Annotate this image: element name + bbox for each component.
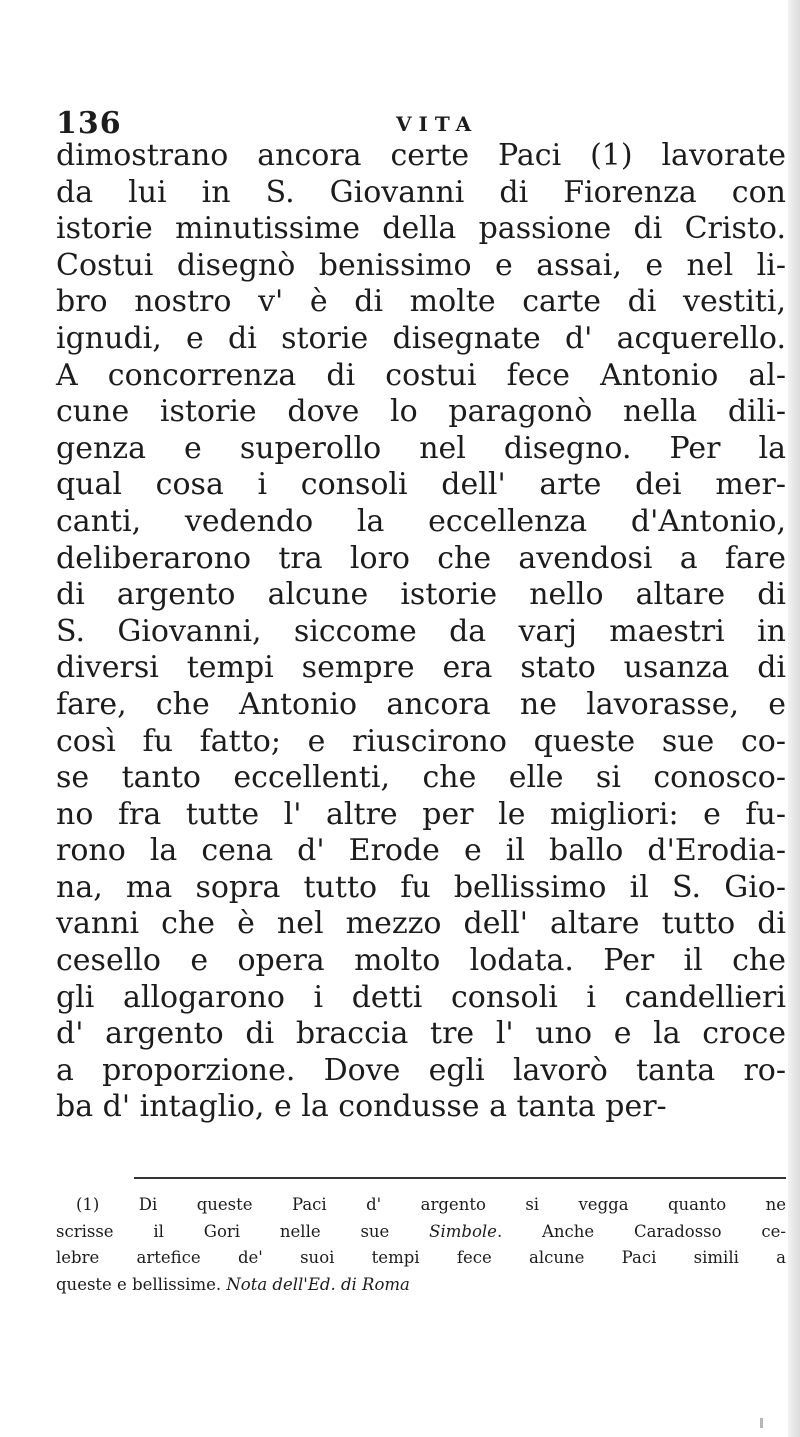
body-line: deliberarono tra loro che avendosi a fare bbox=[56, 540, 786, 576]
body-line: cesello e opera molto lodata. Per il che bbox=[56, 943, 786, 979]
body-line: da lui in S. Giovanni di Fiorenza con bbox=[56, 174, 786, 210]
body-line: di argento alcune istorie nello altare di bbox=[56, 577, 786, 613]
footnote-attribution-italic: Nota dell'Ed. di Roma bbox=[226, 1274, 410, 1294]
body-line: se tanto eccellenti, che elle si conosco- bbox=[56, 760, 786, 796]
body-line: cune istorie dove lo paragonò nella dili- bbox=[56, 394, 786, 430]
page-number: 136 bbox=[56, 106, 122, 141]
body-line: a proporzione. Dove egli lavorò tanta ro- bbox=[56, 1052, 786, 1088]
paper-speck bbox=[760, 1418, 763, 1428]
body-line: no fra tutte l' altre per le migliori: e fu- bbox=[56, 796, 786, 832]
body-line: fare, che Antonio ancora ne lavorasse, e bbox=[56, 686, 786, 722]
body-line: diversi tempi sempre era stato usanza di bbox=[56, 650, 786, 686]
footnote-line-3: lebre artefice de' suoi tempi fece alcune Paci simili a bbox=[56, 1248, 786, 1267]
body-line: vanni che è nel mezzo dell' altare tutto di bbox=[56, 906, 786, 942]
footnote-rule bbox=[134, 1177, 786, 1179]
body-line: A concorrenza di costui fece Antonio al- bbox=[56, 357, 786, 393]
body-line: qual cosa i consoli dell' arte dei mer- bbox=[56, 467, 786, 503]
body-line: Costui disegnò benissimo e assai, e nel li- bbox=[56, 247, 786, 283]
body-line: così fu fatto; e riuscirono queste sue co- bbox=[56, 723, 786, 759]
body-line: ba d' intaglio, e la condusse a tanta per- bbox=[56, 1089, 667, 1125]
body-line: d' argento di braccia tre l' uno e la croce bbox=[56, 1016, 786, 1052]
body-line: ignudi, e di storie disegnate d' acquerello. bbox=[56, 320, 786, 356]
running-head: VITA bbox=[396, 112, 479, 136]
page-edge-shadow bbox=[788, 0, 800, 1437]
footnote bbox=[56, 1192, 786, 1298]
body-line: dimostrano ancora certe Paci (1) lavorate bbox=[56, 138, 786, 173]
body-line: bro nostro v' è di molte carte di vestiti, bbox=[56, 284, 786, 320]
body-text bbox=[56, 138, 786, 1126]
footnote-title-italic: Simbole bbox=[429, 1221, 497, 1241]
body-line: genza e superollo nel disegno. Per la bbox=[56, 430, 786, 466]
body-line: gli allogarono i detti consoli i candellieri bbox=[56, 979, 786, 1015]
footnote-line-2: scrisse il Gori nelle sue Simbole. Anche Caradosso ce- bbox=[56, 1221, 786, 1241]
body-line: na, ma sopra tutto fu bellissimo il S. Gio- bbox=[56, 869, 786, 905]
body-line: istorie minutissime della passione di Cristo. bbox=[56, 211, 786, 247]
body-line: canti, vedendo la eccellenza d'Antonio, bbox=[56, 503, 786, 539]
footnote-line-1: (1) Di queste Paci d' argento si vegga quanto ne bbox=[76, 1195, 786, 1214]
body-line: S. Giovanni, siccome da varj maestri in bbox=[56, 613, 786, 649]
body-line: rono la cena d' Erode e il ballo d'Erodia- bbox=[56, 833, 786, 869]
footnote-line-4: queste e bellissime. Nota dell'Ed. di Roma bbox=[56, 1274, 410, 1294]
